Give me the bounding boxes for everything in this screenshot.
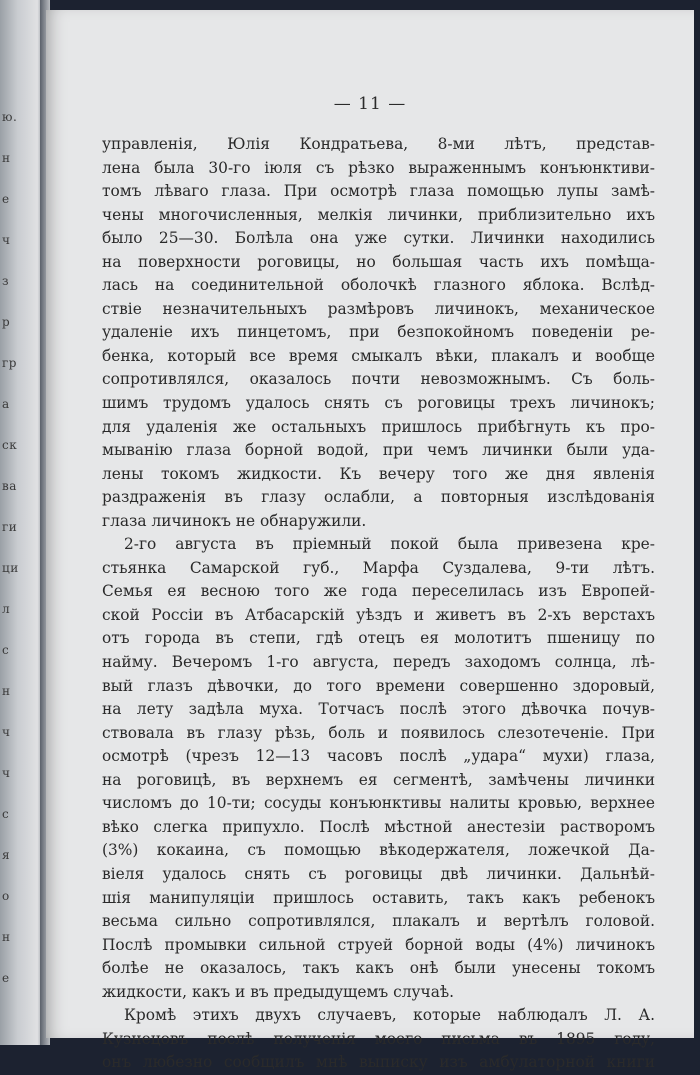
text-line: віеля удалось снять съ роговицы двѣ личинки. Дальнѣй- [102, 864, 655, 883]
text-line: на поверхности роговицы, но большая часть ихъ помѣща- [102, 252, 655, 271]
facing-page-edge [0, 0, 44, 1045]
text-line: 2-го августа въ пріемный покой была привезена кре- [124, 535, 655, 554]
text-line: бенка, который все время смыкалъ вѣки, плакалъ и вообще [102, 346, 655, 365]
text-line: сопротивлялся, оказалось почти невозможнымъ. Съ боль- [102, 370, 655, 389]
text-line: онъ любезно сообщилъ мнѣ выписку изъ амбулаторной книги [102, 1053, 655, 1072]
text-line: лась на соединительной оболочкѣ глазного яблока. Вслѣд- [102, 276, 655, 295]
facing-page-fragment: н [2, 151, 11, 165]
text-line: чены многочисленныя, мелкія личинки, приблизительно ихъ [102, 205, 655, 224]
text-line: числомъ до 10-ти; сосуды конъюнктивы налиты кровью, верхнее [102, 794, 655, 813]
text-line: вѣко слегка припухло. Послѣ мѣстной анестезіи растворомъ [102, 817, 655, 836]
page-number: — 11 — [333, 94, 407, 114]
text-line: Послѣ промывки сильной струей борной воды (4%) личинокъ [102, 935, 655, 954]
text-line: шія манипуляціи пришлось оставить, такъ какъ ребенокъ [102, 888, 655, 907]
text-line: шимъ трудомъ удалось снять съ роговицы трехъ личинокъ; [102, 394, 655, 413]
text-line: отъ города въ степи, гдѣ отецъ ея молотитъ пшеницу по [102, 629, 655, 648]
text-line: томъ лѣваго глаза. При осмотрѣ глаза помощью лупы замѣ- [102, 182, 655, 201]
text-line: ствіе незначительныхъ размѣровъ личинокъ, механическое [102, 299, 655, 318]
facing-page-fragment: л [2, 602, 11, 616]
facing-page-fragment: с [2, 807, 10, 821]
text-line: болѣе не оказалось, такъ какъ онѣ были унесены токомъ [102, 959, 655, 978]
text-line: раздраженія въ глазу ослабли, а повторныя изслѣдованія [102, 488, 655, 507]
facing-page-fragment: ю. [2, 110, 18, 124]
facing-page-fragment: ч [2, 725, 11, 739]
facing-page-fragment: р [2, 315, 11, 329]
text-line: ской Россіи въ Атбасарскій уѣздъ и живетъ въ 2-хъ верстахъ [102, 605, 655, 624]
book-page [46, 10, 694, 1072]
text-line: управленія, Юлія Кондратьева, 8-ми лѣтъ, представ- [102, 135, 655, 153]
text-line: лены токомъ жидкости. Къ вечеру того же дня явленія [102, 464, 655, 483]
text-line: стьянка Самарской губ., Марфа Суздалева, 9-ти лѣтъ. [102, 558, 655, 577]
text-line: глаза личинокъ не обнаружили. [102, 511, 367, 530]
facing-page-fragment: о [2, 889, 10, 903]
text-line: лена была 30-го іюля съ рѣзко выраженнымъ конъюнктиви- [102, 158, 655, 177]
text-line: Кромѣ этихъ двухъ случаевъ, которые наблюдалъ Л. А. [124, 1006, 655, 1025]
text-line: жидкости, какъ и въ предыдущемъ случаѣ. [102, 982, 455, 1001]
text-line: было 25—30. Болѣла она уже сутки. Личинки находились [102, 229, 655, 248]
text-line: для удаленія же остальныхъ пришлось прибѣгнуть къ про- [102, 417, 655, 436]
facing-page-fragment: гр [2, 356, 17, 370]
text-line: на лету задѣла муха. Тотчасъ послѣ этого дѣвочка почув- [102, 700, 655, 719]
facing-page-fragment: ги [2, 520, 18, 534]
facing-page-fragment: ци [2, 561, 19, 575]
facing-page-fragment: с [2, 643, 10, 657]
text-line: весьма сильно сопротивлялся, плакалъ и вертѣлъ головой. [102, 912, 655, 931]
text-line: ствовала въ глазу рѣзь, боль и появилось слезотеченіе. При [102, 723, 655, 742]
facing-page-fragment: ва [2, 479, 17, 493]
text-line: Кузнецовъ послѣ полученія моего письма въ 1895 году, [102, 1029, 655, 1048]
text-line: мыванію глаза борной водой, при чемъ личинки были уда- [102, 441, 655, 460]
facing-page-fragment: е [2, 192, 10, 206]
text-line: удаленіе ихъ пинцетомъ, при безпокойномъ поведеніи ре- [102, 323, 655, 342]
text-line: вый глазъ дѣвочки, до того времени совершенно здоровый, [102, 676, 655, 695]
facing-page-fragment: ч [2, 233, 11, 247]
facing-page-fragment: з [2, 274, 10, 288]
facing-page-fragment: е [2, 971, 10, 985]
text-line: на роговицѣ, въ верхнемъ ея сегментѣ, замѣчены личинки [102, 770, 655, 789]
facing-page-fragment: ч [2, 766, 11, 780]
facing-page-fragment: н [2, 684, 11, 698]
page-body-text [102, 133, 655, 1075]
text-line: найму. Вечеромъ 1-го августа, передъ заходомъ солнца, лѣ- [102, 653, 655, 672]
text-line: Семья ея весною того же года переселилась изъ Европей- [102, 582, 655, 601]
text-line: осмотрѣ (чрезъ 12—13 часовъ послѣ „удара“ мухи) глаза, [102, 747, 655, 766]
facing-page-fragment: а [2, 397, 10, 411]
facing-page-fragment: н [2, 930, 11, 944]
facing-page-fragment: я [2, 848, 11, 862]
facing-page-fragment: ск [2, 438, 18, 452]
text-line: (3%) кокаина, съ помощью вѣкодержателя, ложечкой Да- [102, 841, 655, 860]
